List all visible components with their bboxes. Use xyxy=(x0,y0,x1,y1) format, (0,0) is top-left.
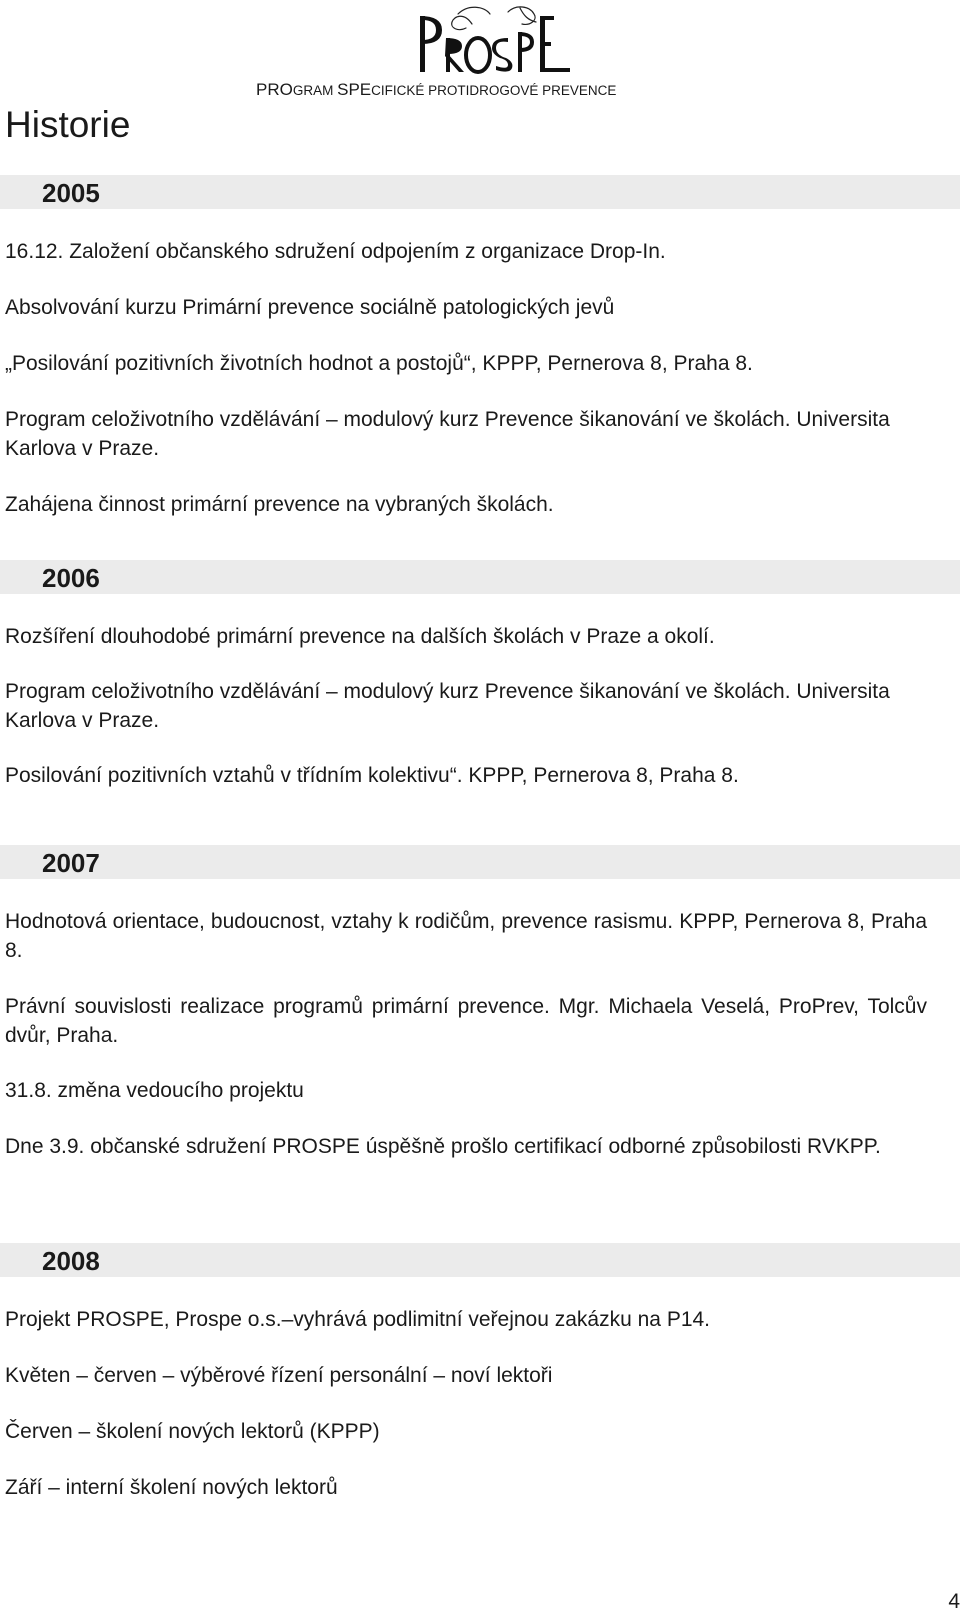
year-heading-2005: 2005 xyxy=(0,175,960,209)
paragraph: Září – interní školení nových lektorů xyxy=(5,1476,338,1499)
year-heading-2006: 2006 xyxy=(0,560,960,594)
page-title: Historie xyxy=(5,104,131,145)
paragraph: Dne 3.9. občanské sdružení PROSPE úspěšně prošlo certifikací odborné způsobilosti RVKPP. xyxy=(5,1135,881,1158)
paragraph: Posilování pozitivních vztahů v třídním kolektivu“. KPPP, Pernerova 8, Praha 8. xyxy=(5,764,739,787)
year-heading-2008: 2008 xyxy=(0,1243,960,1277)
paragraph: 16.12. Založení občanského sdružení odpojením z organizace Drop-In. xyxy=(5,240,666,263)
paragraph: Hodnotová orientace, budoucnost, vztahy k rodičům, prevence rasismu. KPPP, Pernerova 8, Praha 8. xyxy=(5,910,927,962)
paragraph: Program celoživotního vzdělávání – modulový kurz Prevence šikanování ve školách. Universita Karlova v Praze. xyxy=(5,680,890,732)
paragraph: Právní souvislosti realizace programů primární prevence. Mgr. Michaela Veselá, ProPrev, Tolcův dvůr, Praha. xyxy=(5,995,927,1047)
paragraph: 31.8. změna vedoucího projektu xyxy=(5,1079,304,1102)
prospe-logo xyxy=(412,2,582,80)
paragraph: Květen – červen – výběrové řízení personální – noví lektoři xyxy=(5,1364,553,1387)
paragraph: Zahájena činnost primární prevence na vybraných školách. xyxy=(5,493,554,516)
paragraph: Program celoživotního vzdělávání – modulový kurz Prevence šikanování ve školách. Universita Karlova v Praze. xyxy=(5,408,890,460)
paragraph: Rozšíření dlouhodobé primární prevence na dalších školách v Praze a okolí. xyxy=(5,625,715,648)
paragraph: Červen – školení nových lektorů (KPPP) xyxy=(5,1420,380,1443)
year-heading-2007: 2007 xyxy=(0,845,960,879)
paragraph: Absolvování kurzu Primární prevence sociálně patologických jevů xyxy=(5,296,615,319)
paragraph: „Posilování pozitivních životních hodnot a postojů“, KPPP, Pernerova 8, Praha 8. xyxy=(5,352,753,375)
page-number: 4 xyxy=(948,1590,960,1613)
header-subtitle: PROGRAM SPECIFICKÉ PROTIDROGOVÉ PREVENCE xyxy=(256,80,617,99)
paragraph: Projekt PROSPE, Prospe o.s.–vyhrává podlimitní veřejnou zakázku na P14. xyxy=(5,1308,711,1331)
